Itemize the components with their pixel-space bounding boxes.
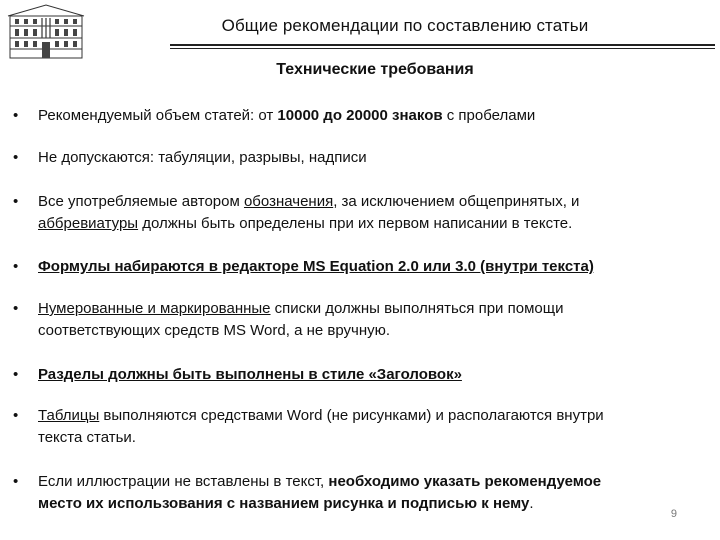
header-divider: [170, 44, 715, 46]
bullet-underlined: Нумерованные и маркированные: [38, 300, 271, 317]
bullet-text: Формулы набираются в редакторе MS Equation 2.0 или 3.0 (внутри текста): [38, 258, 594, 275]
bullet-marker: •: [13, 366, 19, 383]
bullet-marker: •: [13, 149, 19, 166]
bullet-item-notations: [13, 191, 717, 235]
bullet-underlined: обозначения: [243, 193, 334, 210]
bullet-item-lists: [13, 298, 717, 342]
bullet-text: с пробелами: [442, 107, 536, 124]
bullet-underlined: Таблицы: [38, 407, 100, 424]
bullet-item-sections: [13, 364, 717, 386]
university-building-logo: [6, 2, 88, 62]
bullet-underlined: аббревиатуры: [38, 215, 139, 232]
bullet-emphasis: место их использования с названием рисунка и подписью к нему: [38, 495, 530, 512]
bullet-text: , за исключением общепринятых, и: [333, 193, 580, 210]
bullet-text: Не допускаются: табуляции, разрывы, надписи: [38, 149, 367, 166]
section-subtitle: Технические требования: [276, 61, 474, 78]
bullet-marker: •: [13, 193, 19, 210]
bullet-item-illustrations: [13, 471, 717, 515]
bullet-text: Если иллюстрации не вставлены в текст,: [38, 473, 329, 490]
bullet-text: Все употребляемые автором: [38, 193, 244, 210]
bullet-text: Разделы должны быть выполнены в стиле «Заголовок»: [38, 366, 462, 383]
page-number: 9: [670, 508, 677, 520]
bullet-text: Рекомендуемый объем статей: от: [38, 107, 278, 124]
bullet-item-tables: [13, 405, 717, 449]
bullet-item-volume: [13, 105, 717, 127]
bullet-text: выполняются средствами Word (не рисунками) и располагаются внутри: [99, 407, 604, 424]
bullet-marker: •: [13, 258, 19, 275]
bullet-item-formulas: [13, 256, 717, 278]
bullet-text: .: [529, 495, 534, 512]
bullet-marker: •: [13, 300, 19, 317]
bullet-marker: •: [13, 407, 19, 424]
bullet-emphasis: 10000 до 20000 знаков: [277, 107, 443, 124]
bullet-text: текста статьи.: [38, 429, 136, 446]
bullet-text: списки должны выполняться при помощи: [270, 300, 564, 317]
bullet-emphasis: необходимо указать рекомендуемое: [328, 473, 602, 490]
bullet-item-not-allowed: [13, 147, 717, 169]
header-divider-thin: [170, 48, 715, 49]
bullet-marker: •: [13, 473, 19, 490]
bullet-marker: •: [13, 107, 19, 124]
header-title: Общие рекомендации по составлению статьи: [221, 16, 589, 35]
bullet-text: должны быть определены при их первом написании в тексте.: [138, 215, 573, 232]
bullet-text: соответствующих средств MS Word, а не вручную.: [38, 322, 391, 339]
